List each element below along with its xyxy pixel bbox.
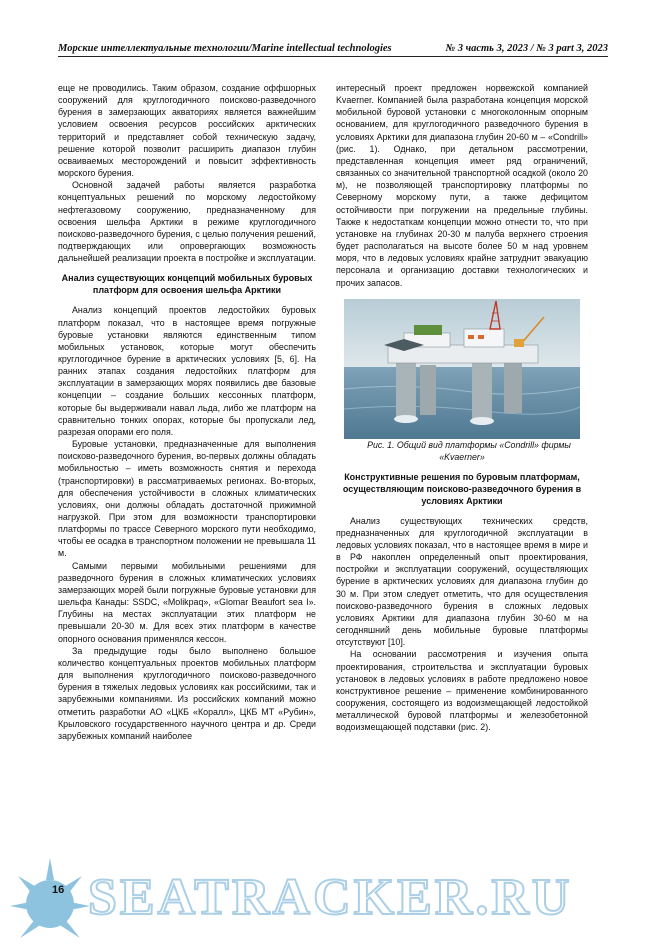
left-column [58, 82, 316, 742]
right-column [336, 82, 588, 733]
watermark: SEATRACKER.RU [88, 869, 573, 926]
paragraph: Самыми первыми мобильными решениями для разведочного бурения в сложных климатических условиях замерзающих морей были погружные буровые установки для шельфа Канады: SSDC, «Molikpaq», «Glomar Beaufort sea I». Глубины на местах эксплуатации этих платформ не превышали 20-30 м. Для всех этих платформ в качестве опорного основания применялся кессон. [58, 560, 316, 644]
paragraph: Буровые установки, предназначенные для выполнения поисково-разведочного бурения, во-первых должны обладать мобильностью – иметь возможность снятия и перехода (транспортировки) в рассматриваемых регионах. Во-вторых, для обеспечения устойчивости в сложных климатических условиях, они должны обладать достаточной прижимной нагрузкой. При этом для возможности транспортировки платформы по трассе Северного морского пути необходимо, чтобы ее осадка в транспортном положении не превышала 11 м. [58, 439, 316, 559]
section-heading: Анализ существующих концепций мобильных буровых платформ для освоения шельфа Арктики [61, 273, 313, 296]
paragraph: интересный проект предложен норвежской компанией Kvaerner. Компанией была разработана концепция морской мобильной буровой установки с многоколонным опорным основанием, для круглогодичного разведочного бурения в условиях Арктики для диапазона глубин 20-60 м – «Condrill» (рис. 1). Однако, при детальном рассмотрении, представленная концепция имеет ряд ограничений, связанных со значительной транспортной осадкой (около 20 м), не позволяющей транспортировку платформы по Северному морскому пути, а также дефицитом остойчивости при погружении на предельные глубины. Также к недостаткам концепции можно отнести то, что при установке на глубинах 20-30 м палуба верхнего строения будет располагаться на высоте более 50 м над уровнем моря, что в ледовых условиях крайне затруднит эвакуацию персонала и организацию доставки технологических и прочих запасов. [336, 83, 588, 288]
paragraph: еще не проводились. Таким образом, создание оффшорных сооружений для круглогодичного поисково-разведочного бурения в замерзающих акваториях является важнейшим условием освоения ресурсов российских арктических территорий и представляет собой техническую задачу, решение которой позволит расширить диапазон глубин осваиваемых месторождений и повысит эффективность морского бурения. [58, 83, 316, 179]
paragraph: Основной задачей работы является разработка концептуальных решений по морскому ледостойкому нефтегазовому сооружению, предназначенному для освоения шельфа Арктики в режиме круглогодичного поисково-разведочного бурения, с целью получения решений, подтверждающих или опровергающих возможность дальнейшей реализации проекта в постройке и эксплуатации. [58, 180, 317, 264]
page-number: 16 [52, 884, 65, 896]
figure-platform-image [344, 299, 580, 439]
paragraph: На основании рассмотрения и изучения опыта проектирования, строительства и эксплуатации буровых установок в ледовых условиях в работе предложено новое конструктивное решение – применение комбинированного сооружения, состоящего из водоизмещающей ледостойкой металлической буровой платформы и железобетонной водоизмещающей подставки (рис. 2). [336, 649, 588, 733]
header-rule [58, 56, 608, 57]
section-heading: Конструктивные решения по буровым платформам, осуществляющим поисково-разведочного бурения в условиях Арктики [342, 471, 582, 506]
issue-info: № 3 часть 3, 2023 / № 3 part 3, 2023 [445, 43, 608, 54]
journal-title: Морские интеллектуальные технологии/Marine intellectual technologies [58, 43, 392, 54]
running-header [58, 38, 608, 54]
figure-caption: Рис. 1. Общий вид платформы «Condrill» фирмы «Kvaerner» [367, 439, 571, 462]
paragraph: За предыдущие годы было выполнено большое количество концептуальных проектов мобильных платформ для выполнения круглогодичного поисково-разведочного бурения в тяжелых ледовых условиях как российскими, так и зарубежными компаниями. Из российских компаний можно отметить разработки АО «ЦКБ «Коралл», ЦКБ МТ «Рубин», Крыловского государственного научного центра и др. Среди зарубежных компаний наиболее [58, 645, 316, 741]
paragraph: Анализ концепций проектов ледостойких буровых платформ показал, что в настоящее время погружные буровые установки являются единственным типом мобильных установок, которые могут обеспечить круглогодичное бурение в арктических условиях [5, 6]. На ранних этапах создания ледостойких платформ для эксплуатации в замерзающих морях появились две базовые концепции – создание больших кессонных платформ, которые бы выдерживали навал льда, либо же платформ на сравнительно тонких опорах, которые бы пропускали лед, разрезая опорами его поля. [58, 305, 316, 437]
paragraph: Анализ существующих технических средств, предназначенных для круглогодичной эксплуатации в ледовых условиях показал, что в настоящее время в мире и в РФ накоплен определенный опыт проектирования, постройки и эксплуатации сооружений, осуществляющих бурение в арктических условиях для диапазона глубин до 30 м. При этом следует отметить, что для осуществления поисково-разведочного бурения в сложных ледовых условиях Арктики для диапазона глубин 30-60 м на сегодняшний день мобильные буровые платформы отсутствуют [10]. [336, 515, 588, 648]
splash-logo-icon [8, 846, 92, 946]
condrill-platform-illustration [344, 299, 580, 439]
